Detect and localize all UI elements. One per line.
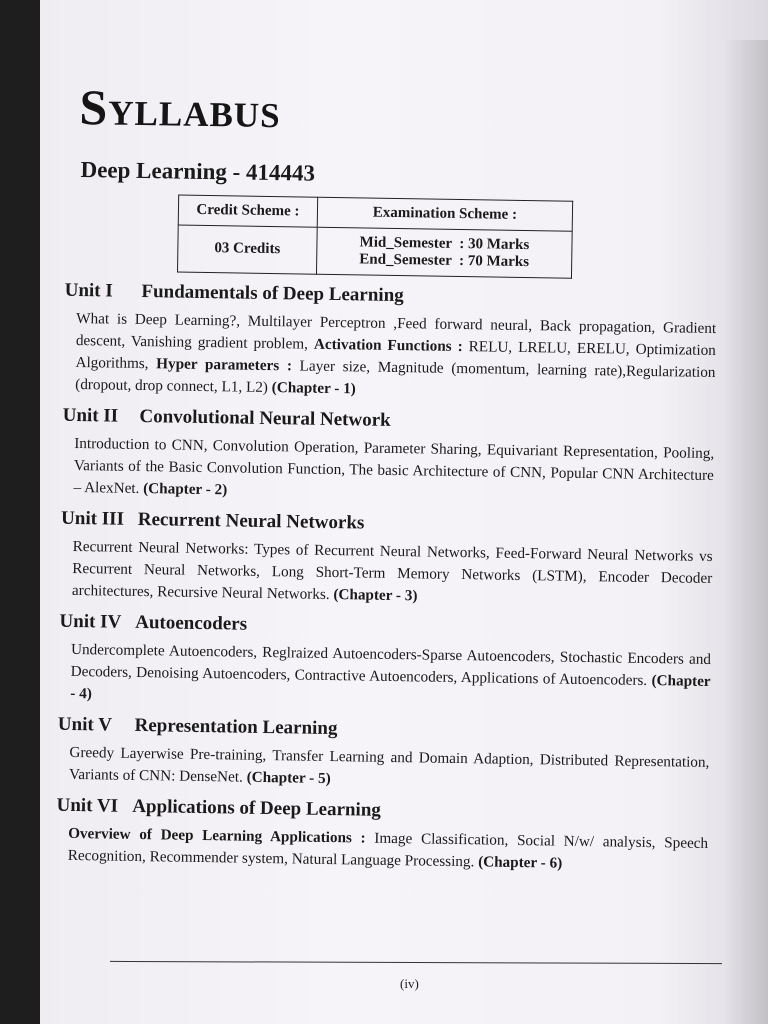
- chapter-ref: (Chapter - 4): [70, 671, 711, 703]
- credit-scheme-header: Credit Scheme :: [178, 195, 317, 227]
- unit-text: What is Deep Learning?, Multilayer Perceptron ,Feed forward neural, Back propagation, Gradient descent, Vanishing gradient problem,: [75, 309, 717, 353]
- unit-number: Unit I: [64, 279, 113, 302]
- unit-text: Layer size, Magnitude (momentum, learning rate),Regularization (dropout, drop connect, L1, L2): [75, 356, 716, 396]
- unit-5: [57, 713, 710, 796]
- unit-description: [72, 536, 713, 612]
- unit-3: [60, 507, 713, 612]
- unit-text: Introduction to CNN, Convolution Operation, Parameter Sharing, Equivariant Representation, Pooling, Variants of the Basic Convolution Function, The basic Architecture of CNN, Popular CNN Architecture – AlexNet.: [73, 434, 715, 497]
- unit-description: [75, 307, 716, 405]
- unit-heading: [56, 795, 708, 827]
- unit-bold-text: Overview of Deep Learning Applications :: [68, 824, 366, 847]
- unit-text: RELU, LRELU, ERELU, Optimization Algorithms,: [75, 337, 716, 372]
- page-number: (iv): [400, 976, 419, 991]
- unit-bold-text: Activation Functions :: [313, 335, 463, 355]
- unit-heading: [61, 507, 713, 539]
- mid-semester-marks: Mid_Semester : 30 Marks: [359, 234, 530, 254]
- course-title: Deep Learning - 414443: [80, 157, 316, 186]
- page-curl-shadow: [724, 40, 768, 1024]
- scheme-table: [177, 195, 573, 279]
- book-binding: [0, 0, 42, 1024]
- unit-2: [62, 404, 715, 509]
- unit-title: Autoencoders: [135, 611, 248, 635]
- exam-values: [316, 227, 572, 277]
- unit-heading: [59, 611, 711, 643]
- unit-heading: [63, 404, 715, 436]
- chapter-ref: (Chapter - 1): [271, 378, 356, 397]
- unit-number: Unit V: [57, 713, 113, 736]
- unit-6: [56, 794, 709, 877]
- unit-4: [59, 610, 712, 715]
- unit-title: Fundamentals of Deep Learning: [141, 280, 404, 306]
- unit-heading: [58, 714, 710, 746]
- unit-title: Recurrent Neural Networks: [137, 508, 365, 534]
- chapter-ref: (Chapter - 6): [478, 853, 563, 872]
- unit-description: [70, 639, 711, 715]
- unit-1: [64, 279, 717, 405]
- chapter-ref: (Chapter - 5): [246, 768, 331, 787]
- unit-text: Greedy Layerwise Pre-training, Transfer Learning and Domain Adaption, Distributed Representation, Variants of CNN: DenseNet.: [68, 743, 710, 786]
- unit-description: [69, 742, 710, 796]
- unit-title: Convolutional Neural Network: [139, 405, 391, 431]
- unit-number: Unit VI: [56, 794, 119, 817]
- unit-number: Unit IV: [59, 610, 122, 633]
- unit-text: Recurrent Neural Networks: Types of Recurrent Neural Networks, Feed-Forward Neural Networks vs Recurrent Neural Networks, Long Short-Term Memory Networks (LSTM), Encoder Decoder architectures, Recursive Neural Networks.: [71, 537, 713, 603]
- syllabus-content: [56, 79, 720, 877]
- chapter-ref: (Chapter - 2): [143, 479, 228, 499]
- end-semester-marks: End_Semester : 70 Marks: [359, 250, 530, 270]
- unit-text: Undercomplete Autoencoders, Reglraized Autoencoders-Sparse Autoencoders, Stochastic Encoders and Decoders, Denoising Autoencoders, Contractive Autoencoders, Applications of Autoencoders.: [70, 640, 712, 689]
- chapter-ref: (Chapter - 3): [333, 585, 418, 605]
- unit-heading: [65, 279, 717, 311]
- credits-value: 03 Credits: [178, 225, 318, 274]
- exam-scheme-header: Examination Scheme :: [317, 197, 572, 231]
- page-title: Syllabus: [79, 79, 282, 139]
- unit-description: [73, 433, 714, 509]
- unit-bold-text: Hyper parameters :: [156, 354, 293, 374]
- unit-title: Applications of Deep Learning: [132, 795, 382, 821]
- unit-text: Image Classification, Social N/w/ analysis, Speech Recognition, Recommender system, Natural Language Processing.: [67, 829, 709, 871]
- unit-number: Unit III: [60, 507, 125, 530]
- unit-number: Unit II: [62, 404, 119, 427]
- unit-title: Representation Learning: [134, 714, 338, 740]
- scheme-value-row: [178, 225, 573, 278]
